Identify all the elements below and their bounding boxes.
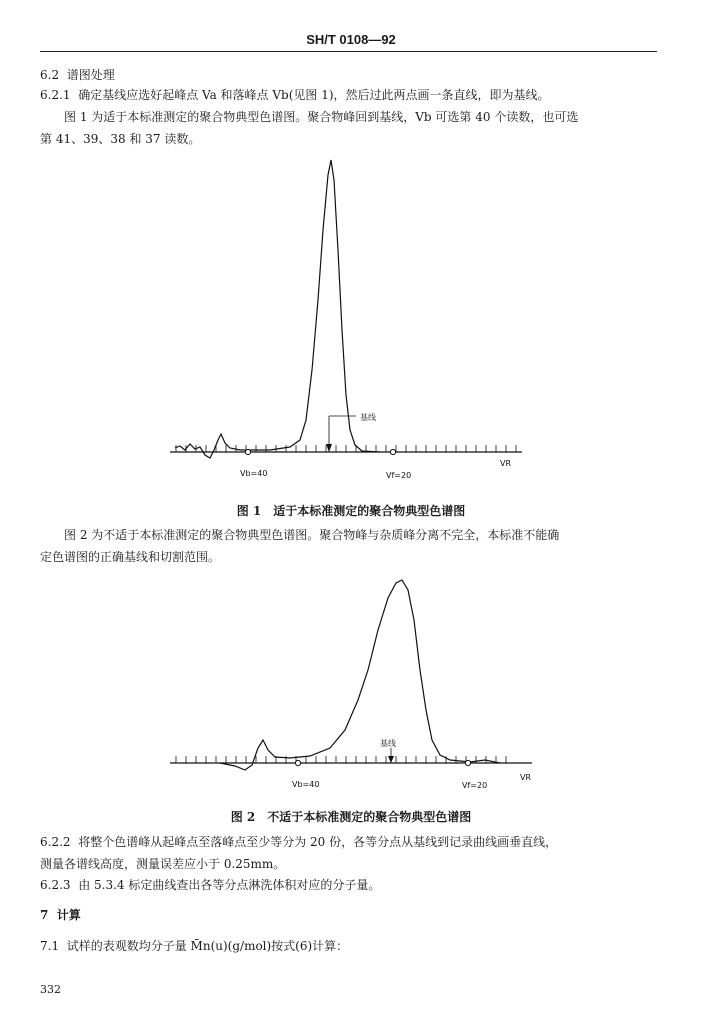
page-number: 332 [40,983,61,996]
fig1-curve [175,160,380,458]
fig1-ticks [176,445,516,452]
figure-2-chromatogram [0,570,702,800]
section-title: 计算 [56,908,81,922]
section-title: 谱图处理 [66,68,115,82]
fig1-pointer-arrow [326,444,332,452]
section-number: 7 [40,908,49,922]
fig2-curve [220,580,500,770]
section-7-heading [40,906,81,925]
fig2-vf-marker [465,760,470,765]
figure-2-caption: 图 2 不适于本标准测定的聚合物典型色谱图 [230,810,472,824]
para-7-1 [40,937,348,956]
figure-1-chromatogram [0,150,702,490]
para-text: 由 5.3.4 标定曲线查出各等分点淋洗体积对应的分子量。 [78,878,381,892]
fig1-axis-label: VR [500,459,512,468]
para-6-2-2-line2: 测量各谱线高度，测量误差应小于 0.25mm。 [40,857,286,871]
para-text: 试样的表观数均分子量 M̄n(u)(g/mol)按式(6)计算： [66,939,349,953]
clause-number: 7.1 [40,939,60,953]
fig1-vb-marker [245,449,250,454]
fig2-pointer-arrow [388,756,394,763]
fig2-vb-marker [295,760,300,765]
para-fig2-intro-line1: 图 2 为不适于本标准测定的聚合物典型色谱图。聚合物峰与杂质峰分离不完全，本标准不能确 [64,528,560,542]
para-text: 确定基线应选好起峰点 Va 和落峰点 Vb(见图 1)，然后过此两点画一条直线，即为基线。 [78,88,550,102]
section-6-2-heading [40,66,115,85]
fig2-ticks [176,756,506,763]
fig1-vf-marker [390,449,395,454]
fig2-vb-label: Vb=40 [292,780,320,789]
standard-header: SH/T 0108—92 [306,32,396,47]
figure-1-caption: 图 1 适于本标准测定的聚合物典型色谱图 [236,504,466,518]
fig1-baseline-label: 基线 [360,413,376,422]
clause-number: 6.2.2 [40,835,71,849]
section-number: 6.2 [40,68,60,82]
clause-number: 6.2.1 [40,88,71,102]
fig1-vb-label: Vb=40 [240,469,268,478]
para-6-2-1-line2: 图 1 为适于本标准测定的聚合物典型色谱图。聚合物峰回到基线，Vb 可选第 40 个读数，也可选 [64,110,579,124]
fig2-axis-label: VR [520,773,532,782]
fig2-vf-label: Vf=20 [462,781,488,790]
fig1-vf-label: Vf=20 [386,471,412,480]
para-6-2-2-line1 [40,833,557,852]
para-6-2-1-line3: 第 41、39、38 和 37 读数。 [40,132,201,146]
para-fig2-intro-line2: 定色谱图的正确基线和切割范围。 [40,550,221,564]
para-6-2-3 [40,876,380,895]
clause-number: 6.2.3 [40,878,71,892]
para-6-2-1-line1 [40,86,550,105]
header-rule [40,51,657,52]
para-text: 将整个色谱峰从起峰点至落峰点至少等分为 20 份，各等分点从基线到记录曲线画垂直线， [78,835,558,849]
fig2-baseline-label: 基线 [380,739,396,748]
